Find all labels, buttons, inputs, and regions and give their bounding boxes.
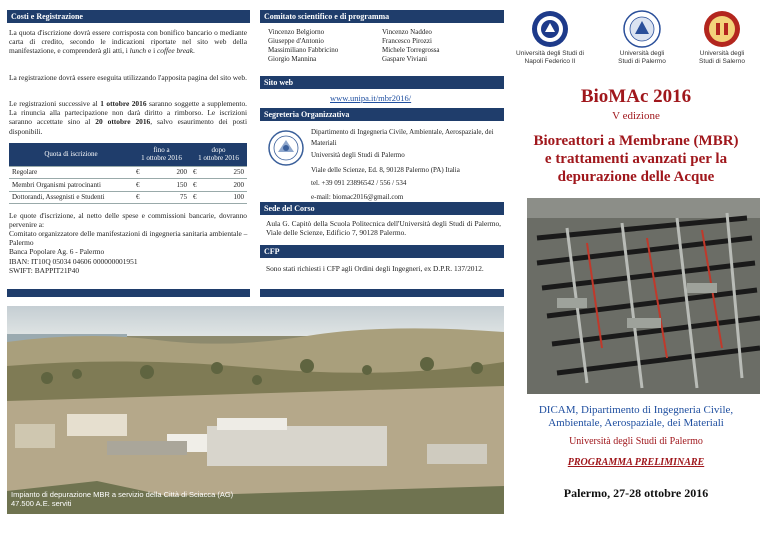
- committee-header: Comitato scientifico e di programma: [260, 10, 504, 23]
- mbr-pipes-photo: [527, 198, 760, 394]
- cfp-text: Sono stati richiesti i CFP agli Ordini degli Ingegneri, ex D.P.R. 137/2012.: [266, 264, 484, 273]
- costs-paragraph-2: La registrazione dovrà essere eseguita utilizzando l'apposita pagina del sito web.: [9, 73, 247, 82]
- middle-divider-bar: [260, 289, 504, 297]
- costs-paragraph-4: Le quote d'iscrizione, al netto delle spese e commissioni bancarie, dovranno pervenire a:: [9, 211, 247, 230]
- left-divider-bar: [7, 289, 250, 297]
- logo-palermo: Università degli Studi di Palermo: [602, 10, 682, 66]
- table-row: Dottorandi, Assegnisti e Studenti € 75 € 100: [9, 191, 247, 204]
- costs-paragraph-3: Le registrazioni successive al 1 ottobre 2016 saranno soggette a supplemento. La rinuncia alla partecipazione non darà diritto a rimborso. Le iscrizioni saranno accettate sino al 20 ottobre 2016, salvo esaurimento dei posti disponibili.: [9, 99, 248, 136]
- logo-napoli: Università degli Studi di Napoli Federico II: [510, 10, 590, 66]
- napoli-seal-icon: [531, 10, 569, 48]
- plant-landscape-photo: [7, 306, 504, 514]
- secretariat-header: Segreteria Organizzativa: [260, 108, 504, 121]
- logo-salerno: Università degli Studi di Salerno: [684, 10, 760, 66]
- committee-list-1: Vincenzo Belgiorno Giuseppe d'Antonio Massimiliano Fabbricino Giorgio Mannina: [268, 28, 339, 63]
- table-row: Regolare € 200 € 250: [9, 166, 247, 179]
- university-seal-icon: [268, 130, 304, 166]
- fee-table: [9, 143, 247, 204]
- cfp-header: CFP: [260, 245, 504, 258]
- venue-header: Sede del Corso: [260, 202, 504, 215]
- committee-list-2: Vincenzo Naddeo Francesco Pirozzi Michele Torregrossa Gaspare Viviani: [382, 28, 440, 63]
- palermo-seal-icon: [623, 10, 661, 48]
- secretariat-text: Dipartimento di Ingegneria Civile, Ambientale, Aerospaziale, dei Materiali Università degli Studi di Palermo Viale delle Scienze, Ed. 8, 90128 Palermo (PA) Italia tel. +39 091 23896542 / 556 / 534 e-mail: biomac2016@gmail.com: [311, 128, 494, 201]
- fee-head-after: dopo 1 ottobre 2016: [190, 143, 247, 166]
- table-row: Membri Organismi patrocinanti € 150 € 200: [9, 179, 247, 192]
- costs-paragraph-1: La quota d'iscrizione dovrà essere corrisposta con bonifico bancario o mediante carta di credito, secondo le indicazioni riportate nel sito web della manifestazione, e comprenderà gli atti, i lunch e i coffee break.: [9, 28, 247, 56]
- salerno-seal-icon: [703, 10, 741, 48]
- venue-text: Aula G. Capitò della Scuola Politecnica dell'Università degli Studi di Palermo, Viale delle Scienze, Edificio 7, 90128 Palermo.: [266, 219, 501, 238]
- event-edition: V edizione: [612, 110, 660, 122]
- event-main-title: Bioreattori a Membrane (MBR) e trattamenti avanzati per la depurazione delle Acque: [533, 133, 739, 185]
- website-link[interactable]: www.unipa.it/mbr2016/: [330, 93, 412, 103]
- program-label: PROGRAMMA PRELIMINARE: [567, 457, 705, 468]
- fee-head-before: fino a 1 ottobre 2016: [133, 143, 190, 166]
- fee-head-label: Quota di iscrizione: [9, 143, 133, 166]
- website-header: Sito web: [260, 76, 504, 89]
- event-date: Palermo, 27-28 ottobre 2016: [563, 486, 709, 500]
- costs-header: Costi e Registrazione: [7, 10, 250, 23]
- university-name: Università degli Studi di Palermo: [569, 436, 703, 447]
- photo-caption: Impianto di depurazione MBR a servizio della Città di Sciacca (AG) 47.500 A.E. serviti: [11, 490, 234, 508]
- department-name: DICAM, Dipartimento di Ingegneria Civile, Ambientale, Aerospaziale, dei Materiali: [538, 404, 734, 429]
- event-title: BioMAc 2016: [580, 86, 692, 107]
- bank-details: Comitato organizzatore delle manifestazioni di ingegneria sanitaria ambientale – Palermo Banca Popolare Ag. 6 - Palermo IBAN: IT10Q 05034 04606 000000001951 SWIFT: BAPPIT21P40: [9, 229, 248, 275]
